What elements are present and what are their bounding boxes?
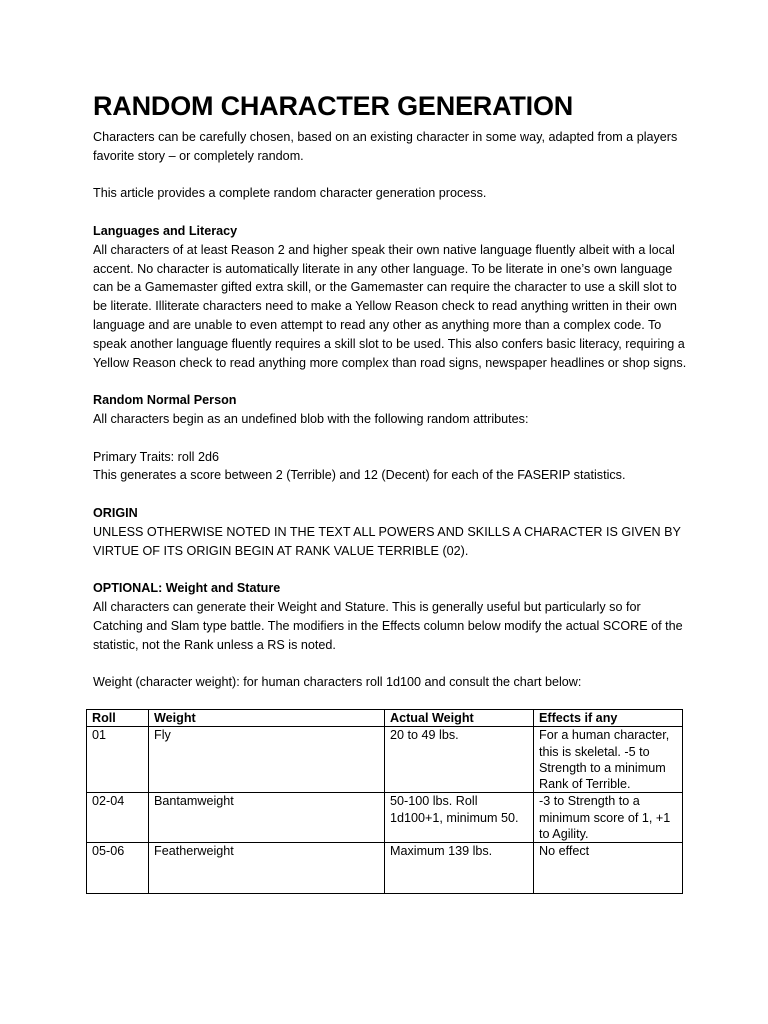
table-header-weight: Weight <box>149 709 385 726</box>
primary-traits-line: Primary Traits: roll 2d6 <box>93 449 219 464</box>
table-header-row <box>87 709 683 726</box>
table-row <box>87 793 683 843</box>
random-normal-body: All characters begin as an undefined blob with the following random attributes: <box>93 411 529 426</box>
optional-body: All characters can generate their Weight and Stature. This is generally useful but particularly so for Catching and Slam type battle. The modifiers in the Effects column below modify the actual SCORE of the statistic, not the Rank unless a RS is noted. <box>93 599 683 652</box>
table-cell-actual-weight: 50-100 lbs. Roll 1d100+1, minimum 50. <box>385 793 534 843</box>
origin-heading: ORIGIN <box>93 505 138 520</box>
table-cell-effects: No effect <box>534 843 683 894</box>
table-cell-roll: 05-06 <box>87 843 149 894</box>
table-header-roll: Roll <box>87 709 149 726</box>
table-cell-weight: Fly <box>149 727 385 793</box>
intro-paragraph-2: This article provides a complete random character generation process. <box>93 186 487 201</box>
page-title: RANDOM CHARACTER GENERATION <box>93 91 574 121</box>
table-cell-roll: 02-04 <box>87 793 149 843</box>
languages-heading: Languages and Literacy <box>93 223 238 238</box>
weight-intro: Weight (character weight): for human characters roll 1d100 and consult the chart below: <box>93 675 582 690</box>
origin-body: UNLESS OTHERWISE NOTED IN THE TEXT ALL POWERS AND SKILLS A CHARACTER IS GIVEN BY VIRTUE OF ITS ORIGIN BEGIN AT RANK VALUE TERRIBLE (02). <box>93 524 681 558</box>
table-cell-effects: For a human character, this is skeletal. -5 to Strength to a minimum Rank of Terrible. <box>534 727 683 793</box>
table-cell-actual-weight: 20 to 49 lbs. <box>385 727 534 793</box>
table-cell-effects: -3 to Strength to a minimum score of 1, +1 to Agility. <box>534 793 683 843</box>
optional-heading: OPTIONAL: Weight and Stature <box>93 581 281 596</box>
languages-body: All characters of at least Reason 2 and higher speak their own native language fluently albeit with a local accent. No character is automatically literate in any other language. To be literate in one’s own language can be a Gamemaster gifted extra skill, or the Gamemaster can require the character to use a skill slot to be literate. Illiterate characters need to make a Yellow Reason check to read anything written in their own language and are unable to even attempt to read any other as anything more than a complex code. To speak another language fluently requires a skill slot to be used. This also confers basic literacy, requiring a Yellow Reason check to read anything more complex than road signs, newspaper headlines or shop signs. <box>93 242 687 370</box>
table-row <box>87 843 683 894</box>
table-cell-weight: Bantamweight <box>149 793 385 843</box>
weight-table <box>86 709 683 894</box>
table-header-effects: Effects if any <box>534 709 683 726</box>
table-header-actual-weight: Actual Weight <box>385 709 534 726</box>
table-cell-weight: Featherweight <box>149 843 385 894</box>
primary-traits-desc: This generates a score between 2 (Terrible) and 12 (Decent) for each of the FASERIP statistics. <box>93 468 626 483</box>
table-row <box>87 727 683 793</box>
random-normal-heading: Random Normal Person <box>93 393 237 408</box>
table-cell-roll: 01 <box>87 727 149 793</box>
table-cell-actual-weight: Maximum 139 lbs. <box>385 843 534 894</box>
document-content <box>93 89 693 894</box>
intro-paragraph-1: Characters can be carefully chosen, based on an existing character in some way, adapted from a players favorite story – or completely random. <box>93 130 678 163</box>
